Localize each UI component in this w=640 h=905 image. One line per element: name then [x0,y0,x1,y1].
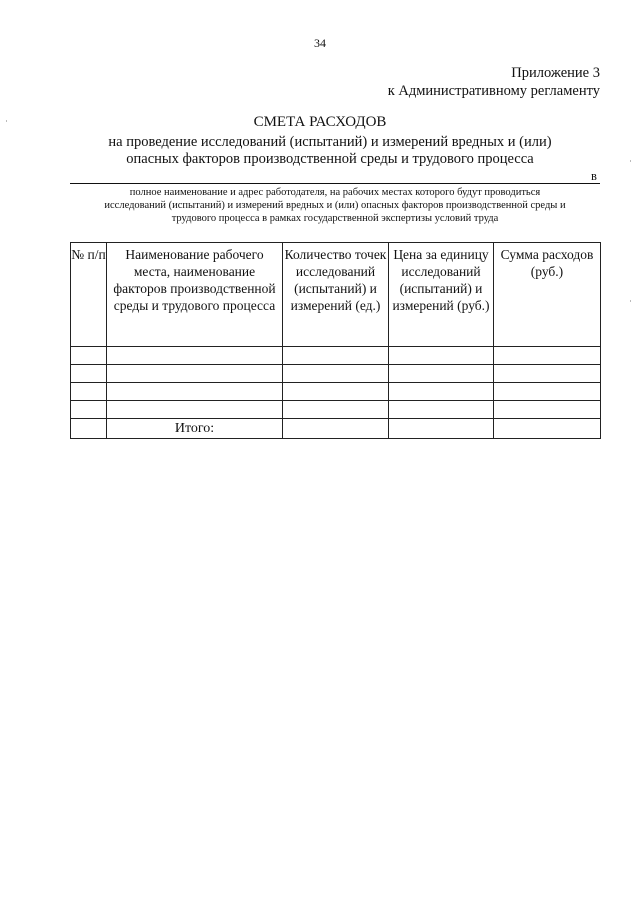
table-cell[interactable] [389,347,494,365]
table-cell[interactable] [283,347,389,365]
trailing-preposition: в [591,169,597,183]
header-total-cost: Сумма расходов (руб.) [494,243,601,347]
appendix-line-2: к Административному регламенту [387,83,600,99]
table-cell[interactable] [494,419,601,439]
table-cell[interactable] [283,419,389,439]
table-total-row [71,419,601,439]
table-cell[interactable] [71,347,107,365]
table-row [71,365,601,383]
table-cell[interactable] [494,347,601,365]
table-cell[interactable] [494,401,601,419]
table-cell[interactable] [283,383,389,401]
header-unit-price: Цена за единицу исследований (испытаний) и измерений (руб.) [389,243,494,347]
table-cell[interactable] [71,383,107,401]
subtitle-line-2: опасных факторов производственной среды и трудового процесса [126,151,534,167]
table-cell[interactable] [107,365,283,383]
scan-mark [6,120,7,122]
caption-line-3: трудового процесса в рамках государственной экспертизы условий труда [171,213,499,224]
appendix-line-1: Приложение 3 [511,65,600,81]
caption-line-2: исследований (испытаний) и измерений вредных и (или) опасных факторов производственной среды и [104,200,566,211]
table-row [71,383,601,401]
page-number: 34 [314,36,326,50]
employer-fill-line [70,183,600,184]
header-number: № п/п [71,243,107,347]
table-cell[interactable] [283,365,389,383]
table-cell [71,419,107,439]
table-cell[interactable] [107,347,283,365]
employer-field-caption [70,186,600,225]
table-header-row [71,243,601,347]
header-measurement-count: Количество точек исследований (испытаний) и измерений (ед.) [283,243,389,347]
table-cell[interactable] [494,383,601,401]
table-cell[interactable] [389,365,494,383]
table-cell[interactable] [71,401,107,419]
table-row [71,401,601,419]
table-cell[interactable] [107,383,283,401]
total-label: Итого: [107,419,283,439]
header-workplace: Наименование рабочего места, наименование факторов производственной среды и трудового процесса [107,243,283,347]
scan-mark [630,160,631,162]
table-cell[interactable] [389,419,494,439]
table-cell[interactable] [389,401,494,419]
table-row [71,347,601,365]
document-title: СМЕТА РАСХОДОВ [253,114,387,130]
cost-estimate-table [70,242,601,439]
scan-mark [630,300,631,302]
table-cell[interactable] [494,365,601,383]
appendix-block [388,64,600,100]
table-cell[interactable] [283,401,389,419]
table-cell[interactable] [71,365,107,383]
table-cell[interactable] [107,401,283,419]
subtitle-line-1: на проведение исследований (испытаний) и измерений вредных и (или) [108,134,552,150]
table-cell[interactable] [389,383,494,401]
caption-line-1: полное наименование и адрес работодателя, на рабочих местах которого будут проводиться [129,187,541,198]
document-subtitle [60,134,600,168]
